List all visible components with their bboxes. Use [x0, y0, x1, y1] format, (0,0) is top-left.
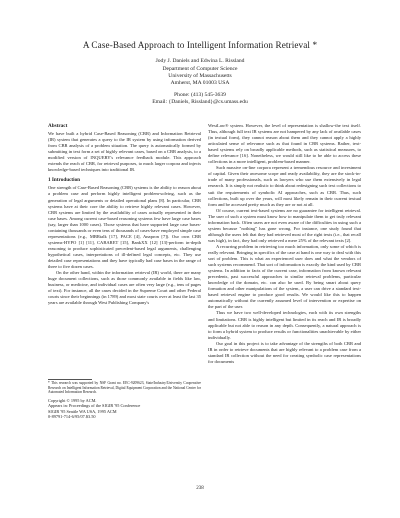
copyright-line: Appears in: Proceedings of the SIGIR '95 Conference	[48, 403, 141, 409]
authors: Jody J. Daniels and Edwina L. Rissland	[155, 58, 245, 64]
email: Email: {Daniels, Rissland}@cs.umass.edu	[152, 99, 248, 105]
copyright-block	[48, 398, 208, 420]
body-paragraph: Such massive on-line corpora represent a tremendous resource and investment of capital. Given their awesome scope and ready availability, they are the stock-in-trade of many professionals, such as lawyers who use them extensively in legal research. It is simply not realistic to think about redesigning such text collections to suit the requirements of symbolic AI approaches, such as CBR. Thus, such collections, built up over the years, will most likely remain in their current textual form and be accessed pretty much as they are or not at all.	[208, 165, 361, 207]
affiliation-line-2: University of Massachusetts	[168, 73, 232, 79]
body-paragraph: Our goal in this project is to take advantage of the strengths of both CBR and IR in order to retrieve documents that are highly relevant to a problem case from a standard IR collection without the need for creating symbolic case representations for documents	[208, 340, 361, 364]
paper-title: A Case-Based Approach to Intelligent Information Retrieval *	[82, 40, 318, 50]
body-paragraph: One strength of Case-Based Reasoning (CBR) systems is the ability to reason about a problem case and perform highly intelligent problem-solving, such as the generation of legal arguments or detailed operational plans [8]. In particular, CBR systems have at their core the ability to retrieve highly relevant cases. However, CBR systems are limited by the availability of cases actually represented in their case bases. Among current case-based reasoning systems few have large case bases (say, larger than 1000 cases). Those systems that have supported large case bases-containing thousands or even tens of thousands of cases-have employed simple case representations (e.g., MBRtalk [17], PACE [4], Anapron [7]). Our own CBR systems-HYPO [1] [11], CABARET [15], BankXX [12] [13]-perform in-depth reasoning to produce sophisticated precedent-based legal arguments, challenging hypothetical cases, interpretations of ill-defined legal concepts, etc. They use detailed case representations and they have typically had case bases in the range of three to five dozen cases.	[48, 185, 201, 270]
left-column	[48, 123, 201, 376]
body-paragraph: On the other hand, within the information retrieval (IR) world, there are many huge document collections, such as those commonly available in fields like law, business, or medicine, and individual cases are often very large (e.g., tens of pages of text). For instance, all the cases decided in the Supreme Court and other Federal courts since their beginnings (in 1789) and most state courts over at least the last 35 years are available through West Publishing Company's	[48, 270, 201, 306]
footnote: * This research was supported by NSF Grant no. EEC-9209623, State/Industry/University Cooperative Research on Intelligent Information Retrieval, Digital Equipment Corporation and the National Center for Automated Information Research.	[48, 381, 201, 394]
body-paragraph: Of course, current text-based systems are no guarantee for intelligent retrieval. The user of such a system must know how to manipulate them to get truly relevant information back. Often users are not even aware of the difficulties in using such a system because "nothing" has gone wrong. For instance, one study found that although the users felt that they had retrieved most of the right texts (i.e., that recall was high), in fact, they had only retrieved a mere 25% of the relevant texts [2].	[208, 207, 361, 243]
right-column	[208, 123, 361, 477]
footnote-rule	[48, 379, 92, 380]
body-paragraph: A recurring problem in retrieving too much information, only some of which is really relevant. Bringing in specifics of the case at hand is one way to deal with this sort of problem. This is what an experienced user does and what the vendors of such systems recommend. That sort of information is exactly the kind used by CBR systems. In addition to facts of the current case, information from known relevant precedents, past successful approaches to similar retrieval problems, particular knowledge of the domain, etc. can also be used. By being smart about query formation and other manipulations of the system, a user can drive a standard text-based retrieval engine to produce good results. We would like this to happen automatically without the currently assumed level of intervention or expertise on the part of the user.	[208, 243, 361, 310]
body-paragraph: Thus we have two well-developed technologies, each with its own strengths and limitations. CBR is highly intelligent but limited in its reach and IR is broadly applicable but not able to reason in any depth. Consequently, a natural approach is to form a hybrid system to produce results or functionalities unachievable by either individually.	[208, 310, 361, 340]
abstract-text: We have built a hybrid Case-Based Reasoning (CBR) and Information Retrieval (IR) system that generates a query to the IR system by using information derived from CBR analysis of a problem situation. The query is automatically formed by submitting in text form a set of highly relevant cases, based on a CBR analysis, to a modified version of INQUERY's relevance feedback module. This approach extends the reach of CBR, for retrieval purposes, to much larger corpora and injects knowledge-based techniques into traditional IR.	[48, 131, 201, 173]
affiliation-line-1: Department of Computer Science	[162, 66, 238, 72]
section-heading: 1 Introduction	[48, 177, 81, 184]
page-number: 238	[196, 486, 204, 491]
copyright-line: 0-89791-714-6/95/07.$3.50	[48, 414, 96, 420]
body-paragraph: WestLaw® system. However, the level of representation is shallow-the text itself. Thus, although full text IR systems are not hampered by any lack of available cases (in textual form), they cannot reason about them and they cannot apply a highly articulated sense of relevance such as that found in CBR systems. Rather, text-based systems rely on broadly applicable methods, such as statistical measures, to define relevance [16]. Nonetheless, we would still like to be able to access these collections in a more intelligent, problem-based manner.	[208, 123, 361, 165]
affiliation-line-3: Amherst, MA 01003 USA	[170, 80, 230, 86]
phone: Phone: (413) 545-3639	[174, 92, 226, 98]
abstract-heading: Abstract	[48, 123, 68, 129]
copyright-line: Copyright © 1995 by ACM.	[48, 398, 97, 403]
copyright-line: SIGIR '95 Seattle WA USA, 1995 ACM	[48, 408, 117, 414]
